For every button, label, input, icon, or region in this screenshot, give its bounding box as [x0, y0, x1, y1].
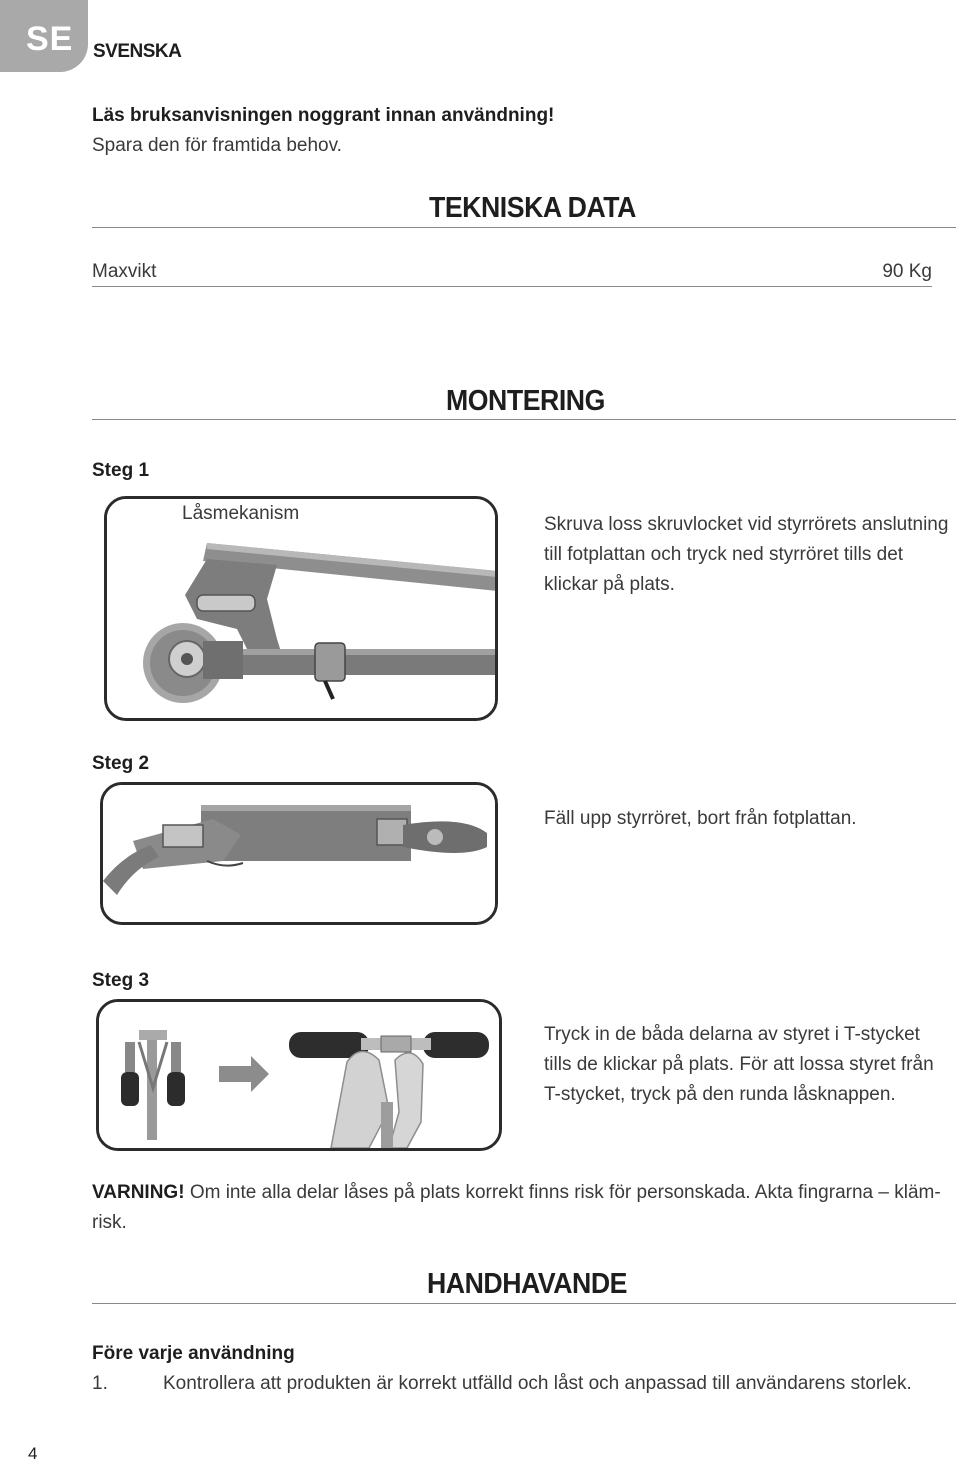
step-label: Steg 3: [92, 970, 150, 991]
intro-note: Spara den för framtida behov.: [92, 135, 342, 156]
section-title-assembly: MONTERING: [446, 385, 605, 417]
figure-caption: Låsmekanism: [182, 503, 300, 524]
language-tab: SE: [0, 0, 88, 72]
warning-body-cont: risk.: [92, 1212, 127, 1233]
section-title-usage: HANDHAVANDE: [427, 1268, 627, 1300]
warning-text: [92, 1178, 942, 1238]
warning-body: Om inte alla delar låses på plats korrekt finns risk för personskada. Akta fingrarna – kläm-: [184, 1182, 941, 1203]
spec-label: Maxvikt: [92, 261, 157, 282]
step-text: Tryck in de båda delarna av styret i T-stycket tills de klickar på plats. För att lossa styret från T-stycket, tryck på den runda låsknappen.: [544, 1024, 934, 1105]
section-rule: [92, 227, 956, 228]
step-text: Skruva loss skruvlocket vid styrrörets anslutning till fotplattan och tryck ned styrröret tills det klickar på plats.: [544, 514, 949, 595]
step1-figure: [104, 496, 498, 721]
step-label: Steg 2: [92, 753, 150, 774]
scooter-fold-illustration: [107, 499, 495, 718]
handlebar-assembly-illustration: [99, 1002, 499, 1148]
list-item: Kontrollera att produkten är korrekt utfälld och låst och anpassad till användarens storlek.: [163, 1373, 912, 1394]
language-name: SVENSKA: [93, 41, 182, 62]
intro-warning: Läs bruksanvisningen noggrant innan användning!: [92, 105, 555, 126]
section-title-tech: TEKNISKA DATA: [429, 192, 636, 224]
section-rule: [92, 419, 956, 420]
step-text: Fäll upp styrröret, bort från fotplattan.: [544, 808, 857, 829]
list-item-number: 1.: [92, 1373, 108, 1394]
warning-label: VARNING!: [92, 1182, 185, 1203]
spec-value: 90 Kg: [882, 261, 932, 282]
spec-row-rule: [92, 286, 932, 287]
step3-figure: [96, 999, 502, 1151]
step-label: Steg 1: [92, 460, 150, 481]
section-rule: [92, 1303, 956, 1304]
scooter-unfold-illustration: [103, 785, 495, 922]
page-number: 4: [28, 1444, 38, 1463]
step2-figure: [100, 782, 498, 925]
usage-subtitle: Före varje användning: [92, 1343, 295, 1364]
